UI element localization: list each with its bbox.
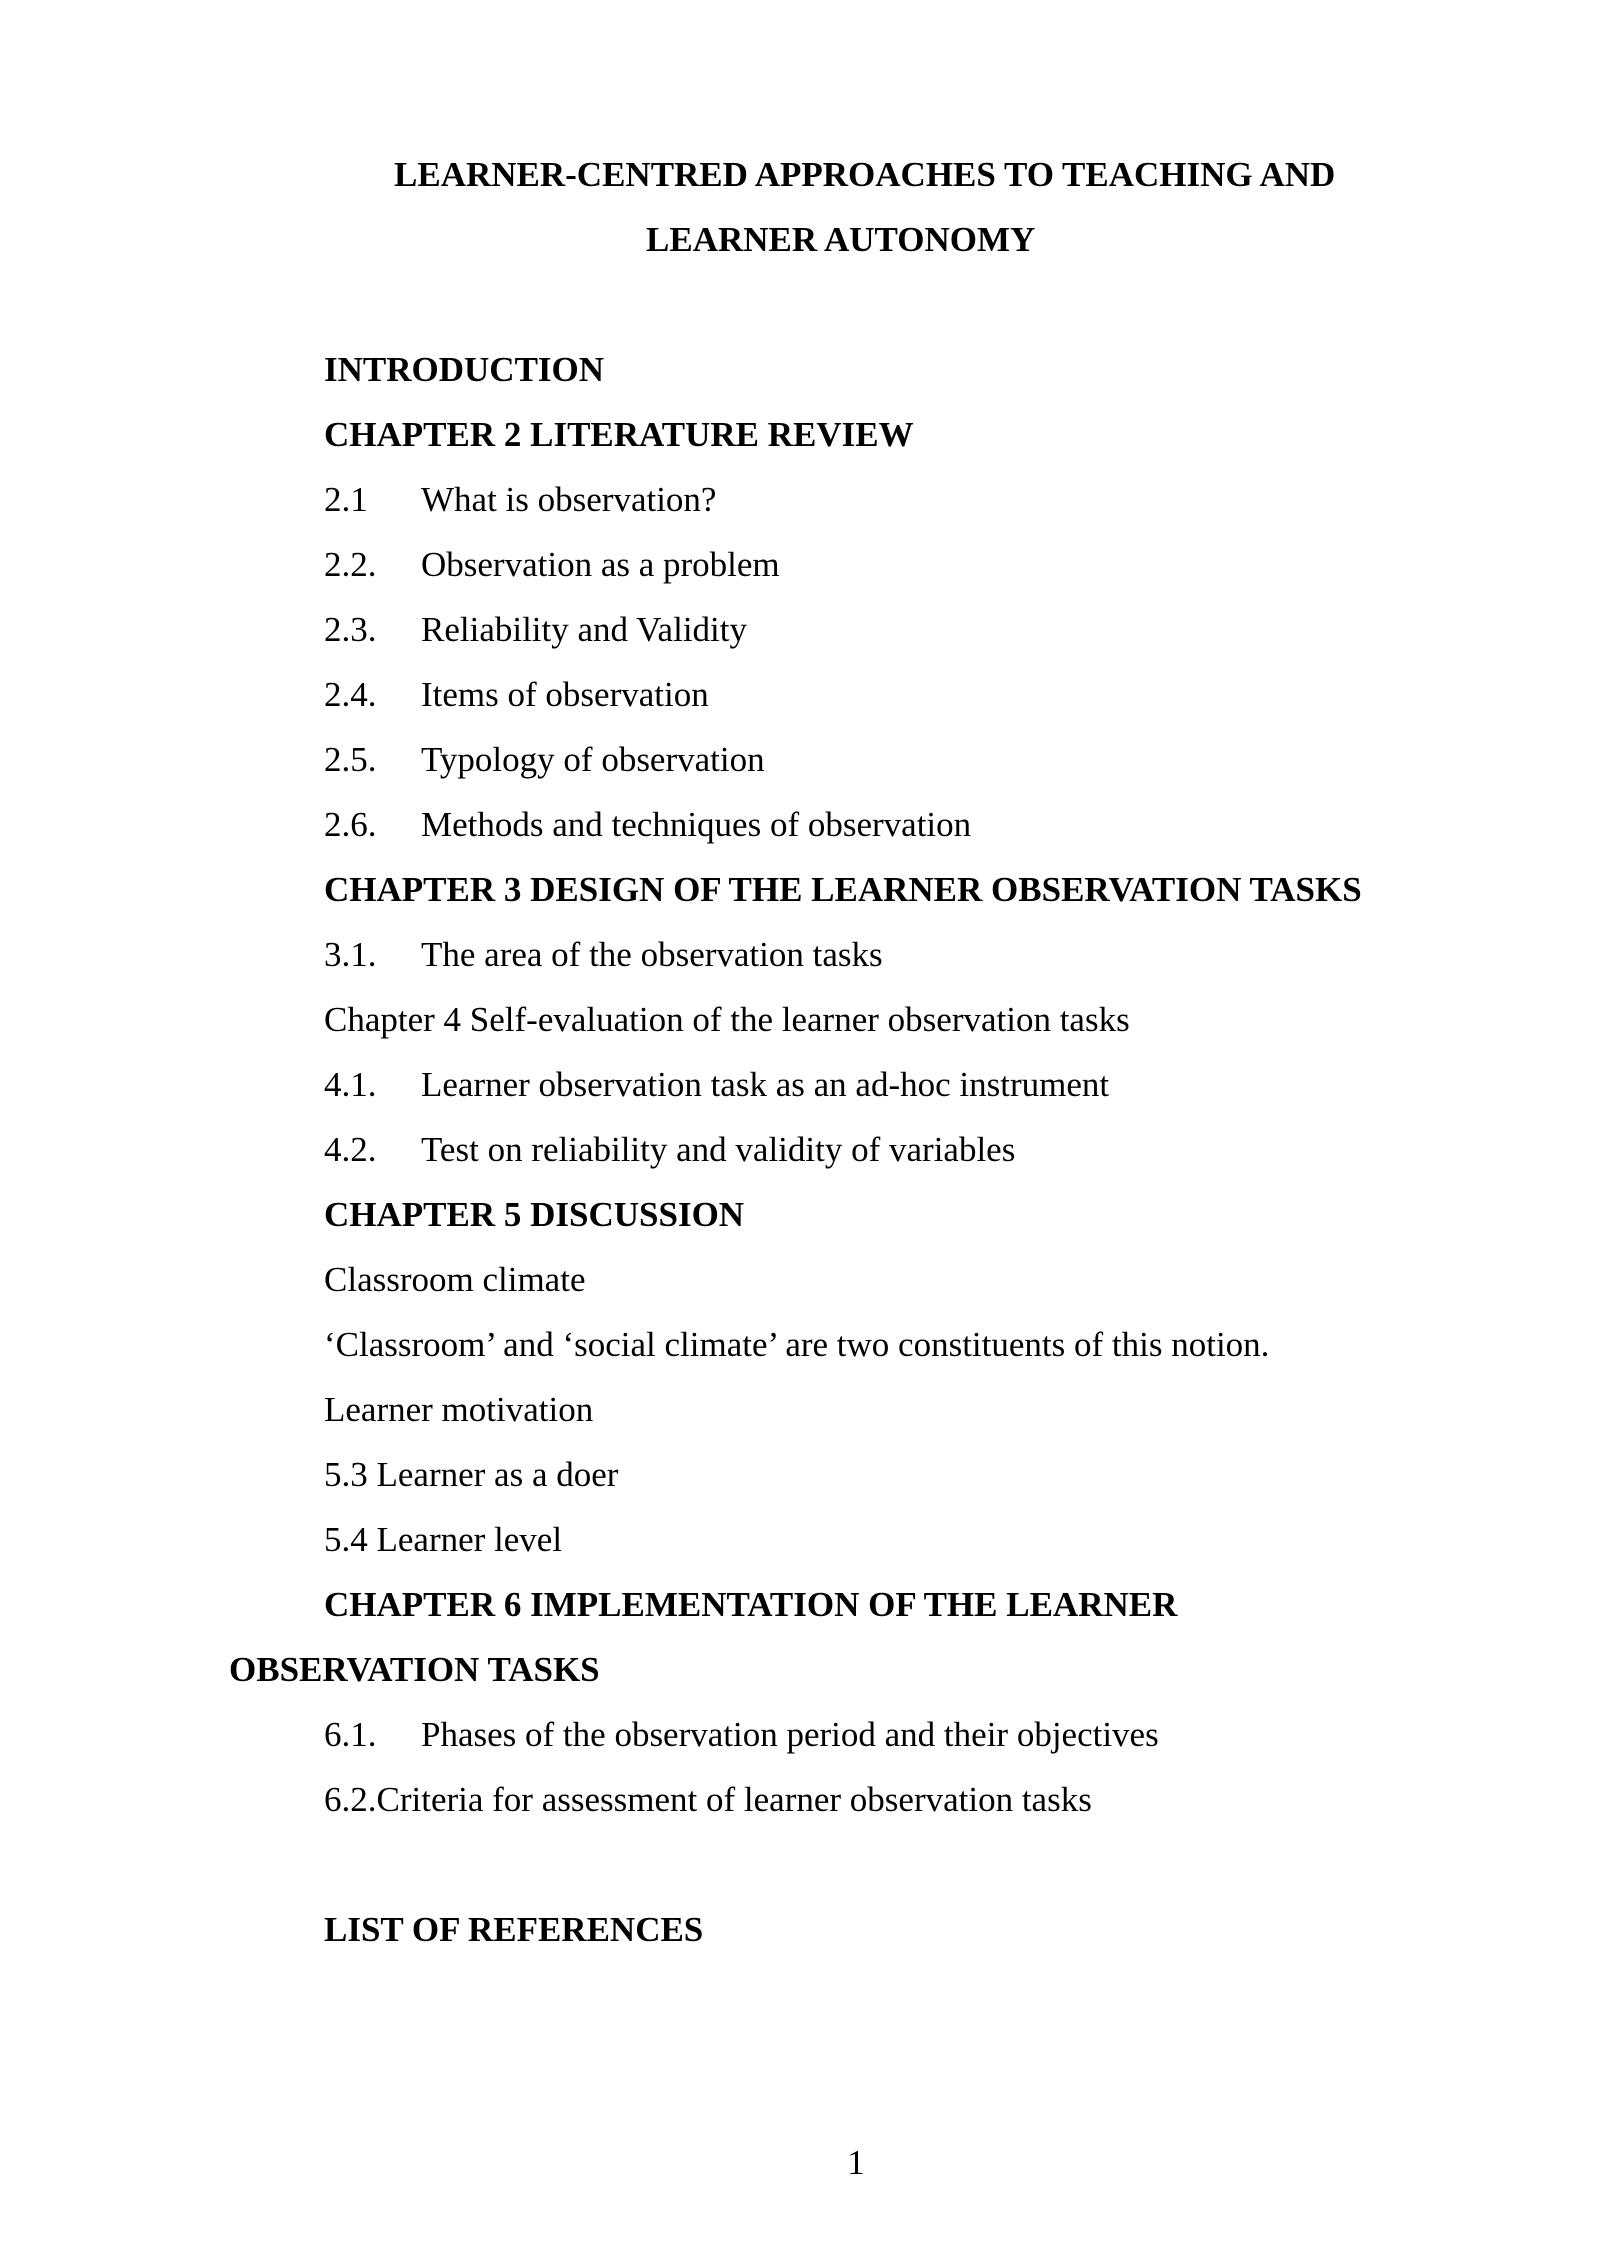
toc-entry-number: 2.6.	[324, 805, 377, 844]
toc-section-4-1	[324, 1065, 1109, 1105]
toc-classroom-social-climate	[324, 1325, 1269, 1365]
toc-entry-text: 5.4 Learner level	[324, 1520, 563, 1559]
toc-entry-text: Observation as a problem	[421, 545, 780, 584]
toc-learner-motivation	[324, 1390, 593, 1430]
toc-section-2-2	[324, 545, 780, 585]
toc-entry-number: 2.2.	[324, 545, 377, 584]
toc-entry-number: 6.1.	[324, 1715, 377, 1754]
toc-entry-text: Test on reliability and validity of variables	[421, 1130, 1016, 1169]
toc-entry-number: 4.1.	[324, 1065, 377, 1104]
toc-entry-text: Typology of observation	[421, 740, 765, 779]
toc-entry-text: OBSERVATION TASKS	[229, 1650, 600, 1689]
toc-entry-text: CHAPTER 2 LITERATURE REVIEW	[324, 415, 914, 454]
toc-entry-number: 3.1.	[324, 935, 377, 974]
toc-entry-text: Reliability and Validity	[421, 610, 747, 649]
toc-section-2-3	[324, 610, 747, 650]
toc-section-2-1	[324, 480, 716, 520]
document-title-line-2: LEARNER AUTONOMY	[646, 220, 1036, 259]
page-number: 1	[847, 2143, 865, 2182]
toc-chapter-6-line-1	[324, 1585, 1177, 1625]
toc-entry-number: 2.1	[324, 480, 368, 519]
toc-entry-text: CHAPTER 6 IMPLEMENTATION OF THE LEARNER	[324, 1585, 1178, 1624]
toc-chapter-4	[324, 1000, 1130, 1040]
toc-chapter-2	[324, 415, 914, 455]
toc-entry-text: ‘Classroom’ and ‘social climate’ are two constituents of this notion.	[324, 1325, 1270, 1364]
toc-entry-text: Items of observation	[421, 675, 709, 714]
toc-chapter-5	[324, 1195, 744, 1235]
toc-entry-text: CHAPTER 5 DISCUSSION	[324, 1195, 745, 1234]
toc-entry-text: LIST OF REFERENCES	[324, 1910, 704, 1949]
toc-entry-text: What is observation?	[421, 480, 717, 519]
toc-section-6-1	[324, 1715, 1159, 1755]
toc-section-2-5	[324, 740, 765, 780]
toc-entry-text: 5.3 Learner as a doer	[324, 1455, 619, 1494]
toc-introduction	[324, 350, 604, 390]
toc-entry-text: Methods and techniques of observation	[421, 805, 972, 844]
toc-section-5-4	[324, 1520, 562, 1560]
toc-entry-text: The area of the observation tasks	[421, 935, 883, 974]
toc-entry-text: 6.2.Criteria for assessment of learner observation tasks	[324, 1780, 1092, 1819]
toc-chapter-6-line-2	[229, 1650, 600, 1690]
toc-entry-number: 2.4.	[324, 675, 377, 714]
toc-classroom-climate	[324, 1260, 585, 1300]
toc-entry-text: CHAPTER 3 DESIGN OF THE LEARNER OBSERVATION TASKS	[324, 870, 1362, 909]
toc-entry-text: Classroom climate	[324, 1260, 586, 1299]
toc-section-6-2	[324, 1780, 1092, 1820]
toc-section-4-2	[324, 1130, 1015, 1170]
toc-entry-number: 2.3.	[324, 610, 377, 649]
toc-section-3-1	[324, 935, 883, 975]
toc-section-5-3	[324, 1455, 618, 1495]
toc-section-2-4	[324, 675, 709, 715]
toc-entry-text: Learner observation task as an ad-hoc instrument	[421, 1065, 1110, 1104]
toc-entry-text: Chapter 4 Self-evaluation of the learner observation tasks	[324, 1000, 1130, 1039]
toc-entry-text: Learner motivation	[324, 1390, 594, 1429]
toc-entry-number: 4.2.	[324, 1130, 377, 1169]
toc-section-2-6	[324, 805, 971, 845]
toc-entry-text: Phases of the observation period and their objectives	[421, 1715, 1159, 1754]
toc-entry-number: 2.5.	[324, 740, 377, 779]
toc-list-of-references	[324, 1910, 703, 1950]
toc-entry-text: INTRODUCTION	[324, 350, 605, 389]
toc-chapter-3	[324, 870, 1362, 910]
document-title-line-1: LEARNER-CENTRED APPROACHES TO TEACHING AND	[394, 155, 1336, 194]
